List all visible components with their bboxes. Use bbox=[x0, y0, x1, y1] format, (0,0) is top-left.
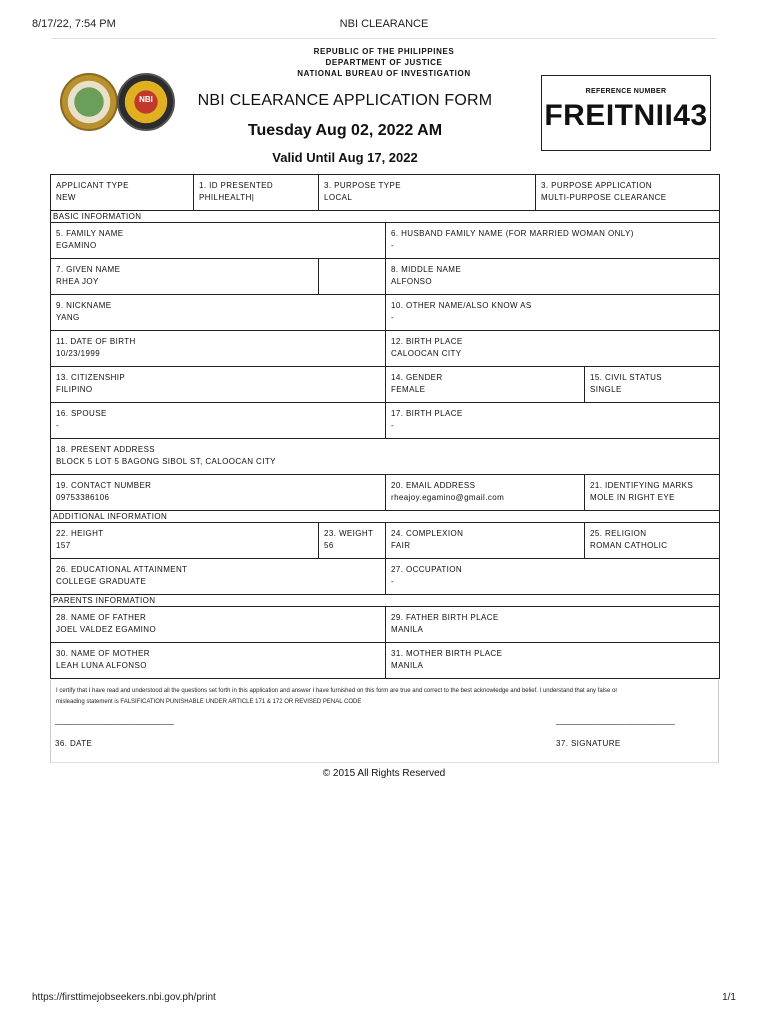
field-label: 21. IDENTIFYING MARKS bbox=[590, 481, 694, 490]
certification-line-1: I certify that I have read and understood all the questions set forth in this application and answer I have furnished on this form are true and correct to the best acknowledge and belief. I understand that any false or bbox=[56, 688, 618, 694]
form-valid-until: Valid Until Aug 17, 2022 bbox=[272, 150, 418, 165]
field-label: 3. PURPOSE TYPE bbox=[324, 181, 401, 190]
field-label: 27. OCCUPATION bbox=[391, 565, 463, 574]
table-row bbox=[51, 367, 720, 403]
field-label: 25. RELIGION bbox=[590, 529, 647, 538]
section-additional-information: ADDITIONAL INFORMATION bbox=[51, 511, 720, 523]
cell-email bbox=[386, 475, 585, 511]
field-value: - bbox=[391, 421, 395, 430]
field-value: - bbox=[391, 241, 395, 250]
field-value: FEMALE bbox=[391, 385, 426, 394]
field-value: MANILA bbox=[391, 625, 424, 634]
cell-contact-number bbox=[51, 475, 386, 511]
cell-middle-name bbox=[386, 259, 720, 295]
field-value: MOLE IN RIGHT EYE bbox=[590, 493, 675, 502]
cell-nickname bbox=[51, 295, 386, 331]
cell-father-name bbox=[51, 607, 386, 643]
print-datetime: 8/17/22, 7:54 PM bbox=[32, 18, 116, 30]
table-row bbox=[51, 331, 720, 367]
agency-republic: REPUBLIC OF THE PHILIPPINES bbox=[313, 47, 455, 56]
cell-civil-status bbox=[585, 367, 720, 403]
cell-mother-birth-place bbox=[386, 643, 720, 679]
cell-spouse-birth-place bbox=[386, 403, 720, 439]
footer-divider bbox=[50, 762, 719, 763]
field-value: rheajoy.egamino@gmail.com bbox=[391, 493, 505, 502]
cell-given-name bbox=[51, 259, 319, 295]
field-label: 29. FATHER BIRTH PLACE bbox=[391, 613, 499, 622]
cell-religion bbox=[585, 523, 720, 559]
reference-label: REFERENCE NUMBER bbox=[585, 88, 667, 95]
cell-other-name bbox=[386, 295, 720, 331]
copyright-notice: © 2015 All Rights Reserved bbox=[322, 768, 446, 779]
field-value: BLOCK 5 LOT 5 BAGONG SIBOL ST, CALOOCAN CITY bbox=[56, 457, 276, 466]
agency-bureau: NATIONAL BUREAU OF INVESTIGATION bbox=[297, 69, 471, 78]
table-row bbox=[51, 295, 720, 331]
table-row bbox=[51, 439, 720, 475]
table-row bbox=[51, 403, 720, 439]
cell-spouse bbox=[51, 403, 386, 439]
reference-box bbox=[541, 75, 711, 151]
field-label: 17. BIRTH PLACE bbox=[391, 409, 463, 418]
field-value: - bbox=[391, 577, 395, 586]
page-number: 1/1 bbox=[722, 992, 736, 1003]
field-label: 10. OTHER NAME/ALSO KNOW AS bbox=[391, 301, 532, 310]
cell-citizenship bbox=[51, 367, 386, 403]
nbi-seal-text: NBI bbox=[139, 95, 153, 104]
cell-id-presented bbox=[194, 175, 319, 211]
field-label: 19. CONTACT NUMBER bbox=[56, 481, 152, 490]
date-blank-line: ______________________________ bbox=[55, 716, 174, 725]
date-label: 36. DATE bbox=[55, 739, 93, 748]
field-value: YANG bbox=[56, 313, 80, 322]
agency-department: DEPARTMENT OF JUSTICE bbox=[325, 58, 443, 67]
field-value: LEAH LUNA ALFONSO bbox=[56, 661, 147, 670]
footer-frame-left bbox=[50, 680, 51, 762]
field-label: 22. HEIGHT bbox=[56, 529, 104, 538]
cell-complexion bbox=[386, 523, 585, 559]
field-label: 15. CIVIL STATUS bbox=[590, 373, 663, 382]
field-label: 5. FAMILY NAME bbox=[56, 229, 124, 238]
field-value: - bbox=[391, 313, 395, 322]
cell-present-address bbox=[51, 439, 720, 475]
field-label: 14. GENDER bbox=[391, 373, 443, 382]
field-value: 10/23/1999 bbox=[56, 349, 101, 358]
cell-identifying-marks bbox=[585, 475, 720, 511]
cell-purpose-application bbox=[536, 175, 720, 211]
field-value: EGAMINO bbox=[56, 241, 97, 250]
print-header bbox=[32, 18, 736, 32]
field-value: PHILHEALTH| bbox=[199, 193, 255, 202]
table-row bbox=[51, 523, 720, 559]
field-value: CALOOCAN CITY bbox=[391, 349, 462, 358]
field-label: 23. WEIGHT bbox=[324, 529, 374, 538]
field-value: 157 bbox=[56, 541, 71, 550]
print-footer bbox=[32, 992, 736, 1006]
section-parents-information: PARENTS INFORMATION bbox=[51, 595, 720, 607]
cell-family-name bbox=[51, 223, 386, 259]
application-form-table bbox=[50, 174, 720, 679]
field-value: 09753386106 bbox=[56, 493, 110, 502]
print-title: NBI CLEARANCE bbox=[339, 18, 429, 30]
section-basic-information: BASIC INFORMATION bbox=[51, 211, 720, 223]
field-value: MULTI-PURPOSE CLEARANCE bbox=[541, 193, 667, 202]
field-label: 28. NAME OF FATHER bbox=[56, 613, 147, 622]
field-value: RHEA JOY bbox=[56, 277, 99, 286]
field-label: 6. HUSBAND FAMILY NAME (FOR MARRIED WOMAN ONLY) bbox=[391, 229, 634, 238]
reference-number: FREITNII43 bbox=[544, 99, 708, 132]
signature-blank-line: ______________________________ bbox=[556, 716, 675, 725]
cell-mother-name bbox=[51, 643, 386, 679]
field-value: ROMAN CATHOLIC bbox=[590, 541, 668, 550]
table-row bbox=[51, 259, 720, 295]
field-label: 31. MOTHER BIRTH PLACE bbox=[391, 649, 503, 658]
cell-applicant-type bbox=[51, 175, 194, 211]
field-label: 1. ID PRESENTED bbox=[199, 181, 274, 190]
field-value: COLLEGE GRADUATE bbox=[56, 577, 147, 586]
field-label: 12. BIRTH PLACE bbox=[391, 337, 463, 346]
table-row bbox=[51, 175, 720, 211]
field-value: LOCAL bbox=[324, 193, 353, 202]
field-label: APPLICANT TYPE bbox=[56, 181, 129, 190]
cell-purpose-type bbox=[319, 175, 536, 211]
cell-occupation bbox=[386, 559, 720, 595]
table-row bbox=[51, 607, 720, 643]
cell-education bbox=[51, 559, 386, 595]
field-value: NEW bbox=[56, 193, 76, 202]
field-label: 7. GIVEN NAME bbox=[56, 265, 121, 274]
table-row bbox=[51, 595, 720, 607]
cell-father-birth-place bbox=[386, 607, 720, 643]
cell-empty bbox=[319, 259, 386, 295]
form-date: Tuesday Aug 02, 2022 AM bbox=[247, 122, 443, 139]
cell-date-of-birth bbox=[51, 331, 386, 367]
cell-weight bbox=[319, 523, 386, 559]
footer-frame-right bbox=[718, 680, 719, 762]
doj-seal-icon bbox=[60, 73, 118, 131]
field-value: ALFONSO bbox=[391, 277, 433, 286]
field-label: 9. NICKNAME bbox=[56, 301, 112, 310]
field-value: - bbox=[56, 421, 60, 430]
field-label: 18. PRESENT ADDRESS bbox=[56, 445, 156, 454]
field-label: 11. DATE OF BIRTH bbox=[56, 337, 136, 346]
print-url: https://firsttimejobseekers.nbi.gov.ph/print bbox=[32, 992, 216, 1003]
field-label: 13. CITIZENSHIP bbox=[56, 373, 126, 382]
field-value: FILIPINO bbox=[56, 385, 93, 394]
field-label: 8. MIDDLE NAME bbox=[391, 265, 462, 274]
form-title: NBI CLEARANCE APPLICATION FORM bbox=[197, 92, 493, 109]
field-value: FAIR bbox=[391, 541, 411, 550]
certification-line-2: misleading statement is FALSIFICATION PUNISHABLE UNDER ARTICLE 171 & 172 OR REVISED PENAL CODE bbox=[56, 699, 362, 705]
field-label: 3. PURPOSE APPLICATION bbox=[541, 181, 652, 190]
field-value: MANILA bbox=[391, 661, 424, 670]
cell-gender bbox=[386, 367, 585, 403]
field-label: 20. EMAIL ADDRESS bbox=[391, 481, 476, 490]
field-label: 30. NAME OF MOTHER bbox=[56, 649, 150, 658]
cell-husband-family-name bbox=[386, 223, 720, 259]
table-row bbox=[51, 223, 720, 259]
cell-birth-place bbox=[386, 331, 720, 367]
field-label: 26. EDUCATIONAL ATTAINMENT bbox=[56, 565, 188, 574]
table-row bbox=[51, 511, 720, 523]
field-label: 24. COMPLEXION bbox=[391, 529, 464, 538]
field-label: 16. SPOUSE bbox=[56, 409, 107, 418]
header-divider bbox=[52, 38, 716, 39]
table-row bbox=[51, 211, 720, 223]
field-value: 56 bbox=[324, 541, 334, 550]
table-row bbox=[51, 475, 720, 511]
cell-height bbox=[51, 523, 319, 559]
certification-text bbox=[56, 686, 716, 708]
field-value: SINGLE bbox=[590, 385, 622, 394]
field-value: JOEL VALDEZ EGAMINO bbox=[56, 625, 157, 634]
signature-label: 37. SIGNATURE bbox=[556, 739, 621, 748]
table-row bbox=[51, 559, 720, 595]
table-row bbox=[51, 643, 720, 679]
